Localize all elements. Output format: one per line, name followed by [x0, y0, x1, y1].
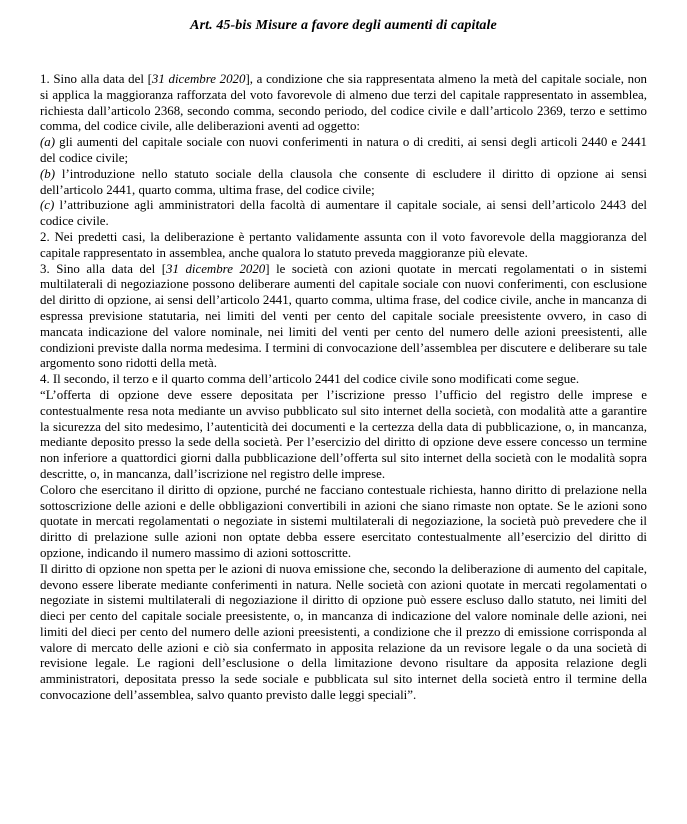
paragraph-3: [40, 262, 647, 373]
item-b-text: l’introduzione nello statuto sociale della clausola che consente di escludere il diritto di opzione ai sensi dell’articolo 2441, quarto comma, ultima frase, del codice civile;: [40, 166, 647, 197]
paragraph-1: [40, 72, 647, 135]
paragraph-3-date: 31 dicembre 2020: [166, 261, 266, 276]
item-b: [40, 167, 647, 199]
paragraph-1-start: 1. Sino alla data del [: [40, 72, 152, 86]
article-title: Art. 45-bis Misure a favore degli aumenti di capitale: [190, 18, 497, 33]
paragraph-3-rest: ] le società con azioni quotate in mercati regolamentati o in sistemi multilaterali di negoziazione possono deliberare aumenti del capitale sociale con nuovi conferimenti, con esclusione del diritto di opzione, ai sensi dell’articolo 2441, quarto comma, ultima frase, del codice civile, anche in mancanza di espressa previsione statutaria, nei limiti del venti per cento del capitale sociale preesistente ovvero, in caso di mancata indicazione del valore nominale, nei limiti del venti per cento del numero delle azioni preesistenti, alle condizioni previste dalla norma medesima. I termini di convocazione dell’assemblea per discutere e deliberare su tale argomento sono ridotti della metà.: [40, 261, 647, 371]
quoted-paragraph-3: Il diritto di opzione non spetta per le azioni di nuova emissione che, secondo la deliberazione di aumento del capitale, devono essere liberate mediante conferimenti in natura. Nelle società con azioni quotate in mercati regolamentati o negoziate in sistemi multilaterali di negoziazione il diritto di opzione può essere escluso dallo statuto, nei limiti del dieci per cento del capitale sociale preesistente, o, in mancanza di indicazione del valore nominale delle azioni, nei limiti del dieci per cento del numero delle azioni preesistenti, a condizione che il prezzo di emissione corrisponda al valore di mercato delle azioni e ciò sia confermato in apposita relazione da un revisore legale o da una società di revisione legale. Le ragioni dell’esclusione o della limitazione devono risultare da apposita relazione degli amministratori, depositata presso la sede sociale e pubblicata sul sito internet della società entro il termine della convocazione dell’assemblea, salvo quanto previsto dalle leggi speciali”.: [40, 561, 647, 703]
paragraph-2: 2. Nei predetti casi, la deliberazione è pertanto validamente assunta con il voto favorevole della maggioranza del capitale rappresentato in assemblea, anche qualora lo statuto preveda maggioranze più elevate.: [40, 229, 647, 260]
item-a-text: gli aumenti del capitale sociale con nuovi conferimenti in natura o di crediti, ai sensi degli articoli 2440 e 2441 del codice civile;: [40, 135, 647, 165]
paragraph-3-start: 3. Sino alla data del [: [40, 261, 167, 276]
article-body: [40, 72, 647, 704]
item-a-label: (a): [40, 135, 56, 150]
paragraph-4: 4. Il secondo, il terzo e il quarto comma dell’articolo 2441 del codice civile sono modificati come segue.: [40, 372, 580, 387]
item-b-label: (b): [40, 166, 56, 181]
quoted-paragraph-1: “L’offerta di opzione deve essere depositata per l’iscrizione presso l’ufficio del registro delle imprese e contestualmente resa nota mediante un avviso pubblicato sul sito internet della società, con modalità atte a garantire la sicurezza del sito medesimo, l’autenticità dei documenti e la certezza della data di pubblicazione, o, in mancanza, mediante deposito presso la sede della società. Per l’esercizio del diritto di opzione deve essere concesso un termine non inferiore a quattordici giorni dalla pubblicazione dell’offerta sul sito internet della società con le modalità sopra descritte, o, in mancanza, dall’iscrizione nel registro delle imprese.: [40, 387, 647, 481]
paragraph-1-rest: ], a condizione che sia rappresentata almeno la metà del capitale sociale, non si applica la maggioranza rafforzata del voto favorevole di almeno due terzi del capitale rappresentato in assemblea, richiesta dall’articolo 2368, secondo comma, secondo periodo, del codice civile e dall’articolo 2369, terzo e settimo comma, del codice civile, alle deliberazioni aventi ad oggetto:: [40, 72, 647, 134]
item-c: [40, 198, 647, 230]
item-a: [40, 135, 647, 167]
quoted-paragraph-2: Coloro che esercitano il diritto di opzione, purché ne facciano contestuale richiesta, hanno diritto di prelazione nella sottoscrizione delle azioni e delle obbligazioni convertibili in azioni che siano rimaste non optate. Se le azioni sono quotate in mercati regolamentati o negoziate in sistemi multilaterali di negoziazione, la società può prevedere che il diritto di prelazione sulle azioni non optate debba essere esercitato contestualmente all’esercizio del diritto di opzione, indicando il numero massimo di azioni sottoscritte.: [40, 482, 647, 560]
item-c-label: (c): [40, 198, 55, 213]
item-c-text: l’attribuzione agli amministratori della facoltà di aumentare il capitale sociale, ai sensi dell’articolo 2443 del codice civile.: [40, 198, 647, 229]
paragraph-1-date: 31 dicembre 2020: [151, 72, 246, 86]
